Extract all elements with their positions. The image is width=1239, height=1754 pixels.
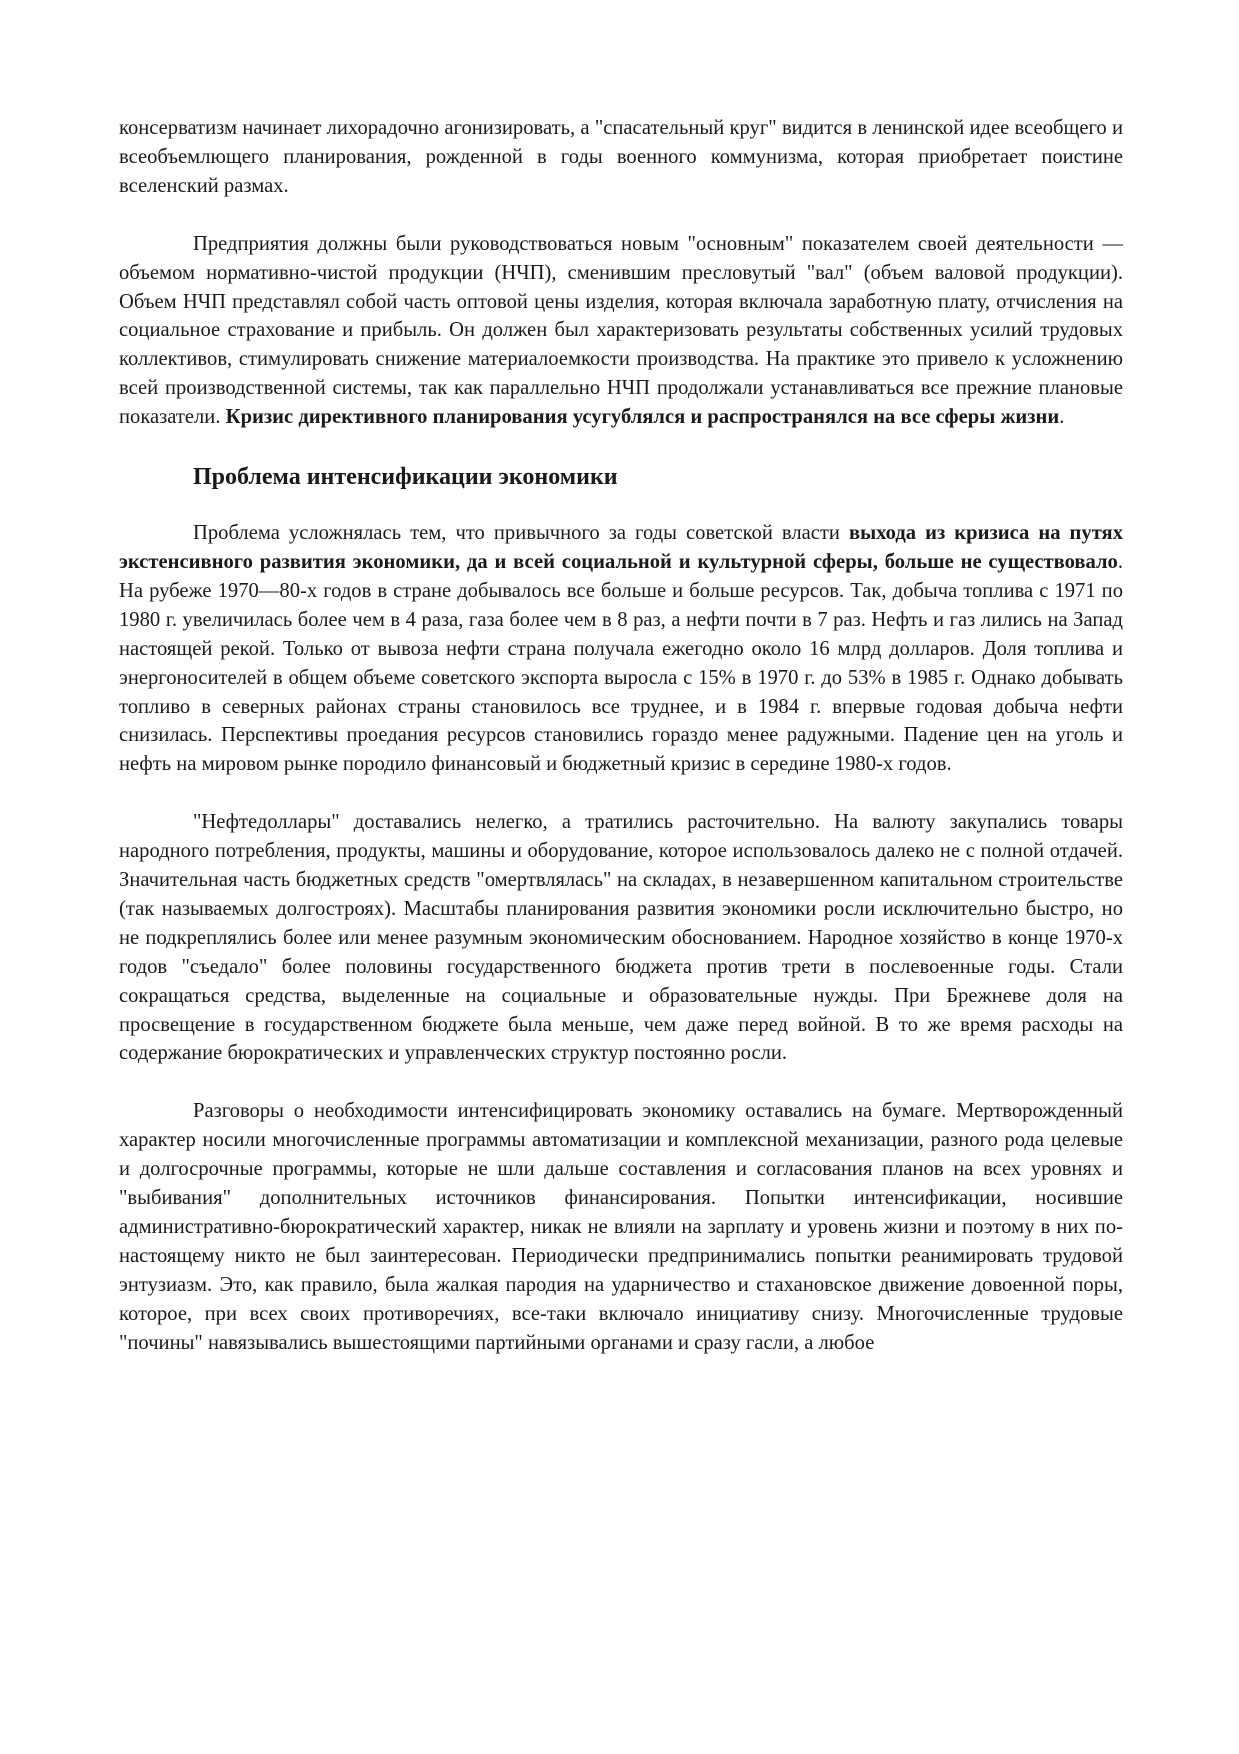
paragraph-5 bbox=[119, 1097, 1123, 1357]
text-run: консерватизм начинает лихорадочно агонизировать, а "спасательный круг" видится в ленинской идее всеобщего и всеобъемлющего планирования, рожденной в годы военного коммунизма, которая приобретает поистине вселенский размах. bbox=[119, 117, 1123, 197]
bold-text-run: Кризис директивного планирования усугублялся и распространялся на все сферы жизни bbox=[225, 406, 1060, 429]
paragraph-4 bbox=[119, 808, 1123, 1068]
text-run: . На рубеже 1970—80-х годов в стране добывалось все больше и больше ресурсов. Так, добыча топлива с 1971 по 1980 г. увеличилась более чем в 4 раза, газа более чем в 8 раз, а нефти почти в 7 раз. Нефть и газ лились на Запад настоящей рекой. Только от вывоза нефти страна получала ежегодно около 16 млрд долларов. Доля топлива и энергоносителей в общем объеме советского экспорта выросла с 15% в 1970 г. до 53% в 1985 г. Однако добывать топливо в северных районах страны становилось все труднее, и в 1984 г. впервые годовая добыча нефти снизилась. Перспективы проедания ресурсов становились гораздо менее радужными. Падение цен на уголь и нефть на мировом рынке породило финансовый и бюджетный кризис в середине 1980-х годов. bbox=[119, 550, 1123, 776]
paragraph-2 bbox=[119, 230, 1123, 432]
text-run: Предприятия должны были руководствоваться новым "основным" показателем своей деятельности — объемом нормативно-чистой продукции (НЧП), сменившим пресловутый "вал" (объем валовой продукции). Объем НЧП представлял собой часть оптовой цены изделия, которая включала заработную плату, отчисления на социальное страхование и прибыль. Он должен был характеризовать результаты собственных усилий трудовых коллективов, стимулировать снижение материалоемкости производства. На практике это привело к усложнению всей производственной системы, так как параллельно НЧП продолжали устанавливаться все прежние плановые показатели. bbox=[119, 232, 1123, 429]
text-run: . bbox=[1059, 406, 1065, 429]
section-heading: Проблема интенсификации экономики bbox=[193, 464, 618, 491]
document-page bbox=[119, 114, 1123, 1387]
paragraph-3 bbox=[119, 519, 1123, 779]
text-run: "Нефтедоллары" доставались нелегко, а тратились расточительно. На валюту закупались товары народного потребления, продукты, машины и оборудование, которое использовалось далеко не с полной отдачей. Значительная часть бюджетных средств "омертвлялась" на складах, в незавершенном капитальном строительстве (так называемых долгостроях). Масштабы планирования развития экономики росли исключительно быстро, но не подкреплялись более или менее разумным экономическим обоснованием. Народное хозяйство в конце 1970-х годов "съедало" более половины государственного бюджета против трети в послевоенные годы. Стали сокращаться средства, выделенные на социальные и образовательные нужды. При Брежневе доля на просвещение в государственном бюджете была меньше, чем даже перед войной. В то же время расходы на содержание бюрократических и управленческих структур постоянно росли. bbox=[119, 811, 1123, 1065]
text-run: Проблема усложнялась тем, что привычного за годы советской власти bbox=[193, 522, 849, 545]
text-run: Разговоры о необходимости интенсифицировать экономику оставались на бумаге. Мертворожденный характер носили многочисленные программы автоматизации и комплексной механизации, разного рода целевые и долгосрочные программы, которые не шли дальше составления и согласования планов на всех уровнях и "выбивания" дополнительных источников финансирования. Попытки интенсификации, носившие административно-бюрократический характер, никак не влияли на зарплату и уровень жизни и поэтому в них по-настоящему никто не был заинтересован. Периодически предпринимались попытки реанимировать трудовой энтузиазм. Это, как правило, была жалкая пародия на ударничество и стахановское движение довоенной поры, которое, при всех своих противоречиях, все-таки включало инициативу снизу. Многочисленные трудовые "почины" навязывались вышестоящими партийными органами и сразу гасли, а любое bbox=[119, 1100, 1123, 1354]
bold-text-run: выхода из кризиса на путях экстенсивного развития экономики, да и всей социальной и культурной сферы, больше не существовало bbox=[119, 522, 1123, 573]
paragraph-1 bbox=[119, 114, 1123, 201]
